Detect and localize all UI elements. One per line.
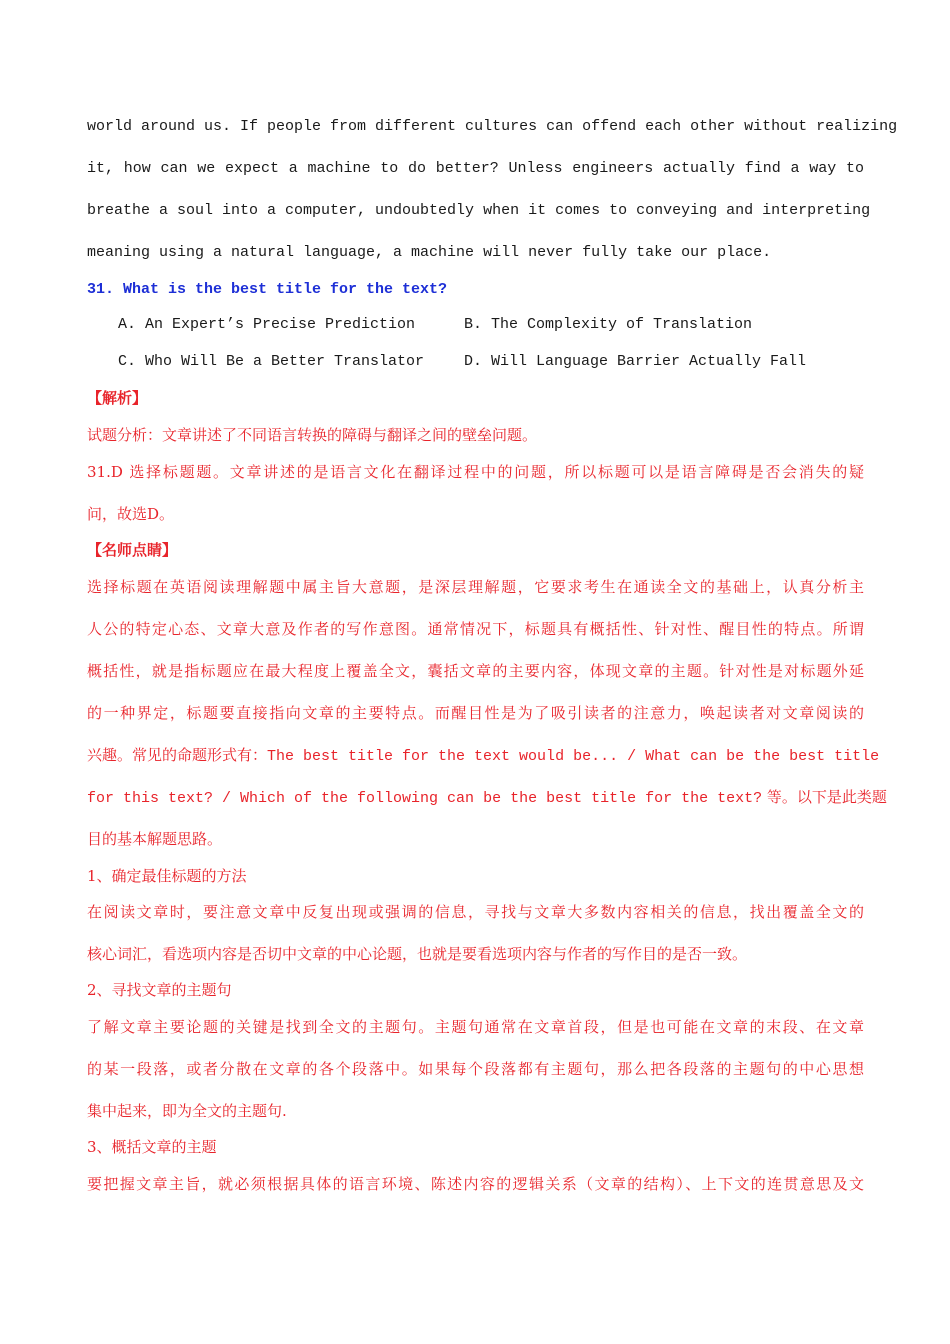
tips-line bbox=[87, 745, 880, 767]
analysis-heading: 【解析】 bbox=[87, 389, 148, 407]
section-text: 要把握文章主旨，就必须根据具体的语言环境、陈述内容的逻辑关系（文章的结构）、上下文的连贯意思及文 bbox=[87, 1175, 864, 1193]
section-text: 了解文章主要论题的关键是找到全文的主题句。主题句通常在文章首段，但是也可能在文章的末段、在文章 bbox=[87, 1018, 864, 1036]
answer-line: 31.D 选择标题题。文章讲述的是语言文化在翻译过程中的问题，所以标题可以是语言障碍是否会消失的疑 bbox=[87, 463, 864, 481]
option-d: D. Will Language Barrier Actually Fall bbox=[464, 353, 807, 370]
option-b: B. The Complexity of Translation bbox=[464, 316, 753, 333]
tips-line: 选择标题在英语阅读理解题中属主旨大意题，是深层理解题，它要求考生在通读全文的基础上，认真分析主 bbox=[87, 578, 864, 596]
tips-line: 的一种界定，标题要直接指向文章的主要特点。而醒目性是为了吸引读者的注意力，唤起读者对文章阅读的 bbox=[87, 704, 864, 722]
section-text: 核心词汇，看选项内容是否切中文章的中心论题，也就是要看选项内容与作者的写作目的是否一致。 bbox=[87, 945, 748, 963]
question-stem: 31. What is the best title for the text? bbox=[87, 281, 448, 298]
section-heading-3: 3、概括文章的主题 bbox=[87, 1138, 217, 1156]
section-heading-1: 1、确定最佳标题的方法 bbox=[87, 867, 247, 885]
tips-line bbox=[87, 787, 887, 809]
analysis-summary: 试题分析：文章讲述了不同语言转换的障碍与翻译之间的壁垒问题。 bbox=[87, 426, 538, 444]
section-text: 集中起来，即为全文的主题句. bbox=[87, 1102, 287, 1120]
section-text: 在阅读文章时，要注意文章中反复出现或强调的信息，寻找与文章大多数内容相关的信息，找出覆盖全文的 bbox=[87, 903, 864, 921]
option-c: C. Who Will Be a Better Translator bbox=[118, 353, 425, 370]
tips-example: The best title for the text would be... / What can be the best title bbox=[267, 748, 880, 765]
tips-line: 目的基本解题思路。 bbox=[87, 830, 223, 848]
passage-line: breathe a soul into a computer, undoubtedly when it comes to conveying and interpreting bbox=[87, 202, 871, 219]
tips-text: 等。以下是此类题 bbox=[762, 788, 887, 806]
tips-example: for this text? / Which of the following can be the best title for the text? bbox=[87, 790, 763, 807]
answer-line: 问，故选D。 bbox=[87, 505, 175, 523]
passage-line: world around us. If people from different cultures can offend each other without realizing bbox=[87, 118, 898, 135]
passage-line: it, how can we expect a machine to do better? Unless engineers actually find a way to bbox=[87, 160, 864, 177]
option-a: A. An Expert’s Precise Prediction bbox=[118, 316, 416, 333]
section-heading-2: 2、寻找文章的主题句 bbox=[87, 981, 232, 999]
tips-text: 兴趣。常见的命题形式有： bbox=[87, 746, 268, 764]
passage-line: meaning using a natural language, a machine will never fully take our place. bbox=[87, 244, 772, 261]
tips-line: 人公的特定心态、文章大意及作者的写作意图。通常情况下，标题具有概括性、针对性、醒目性的特点。所谓 bbox=[87, 620, 864, 638]
section-text: 的某一段落，或者分散在文章的各个段落中。如果每个段落都有主题句，那么把各段落的主题句的中心思想 bbox=[87, 1060, 864, 1078]
tips-heading: 【名师点睛】 bbox=[87, 541, 178, 559]
tips-line: 概括性，就是指标题应在最大程度上覆盖全文，囊括文章的主要内容，体现文章的主题。针对性是对标题外延 bbox=[87, 662, 864, 680]
